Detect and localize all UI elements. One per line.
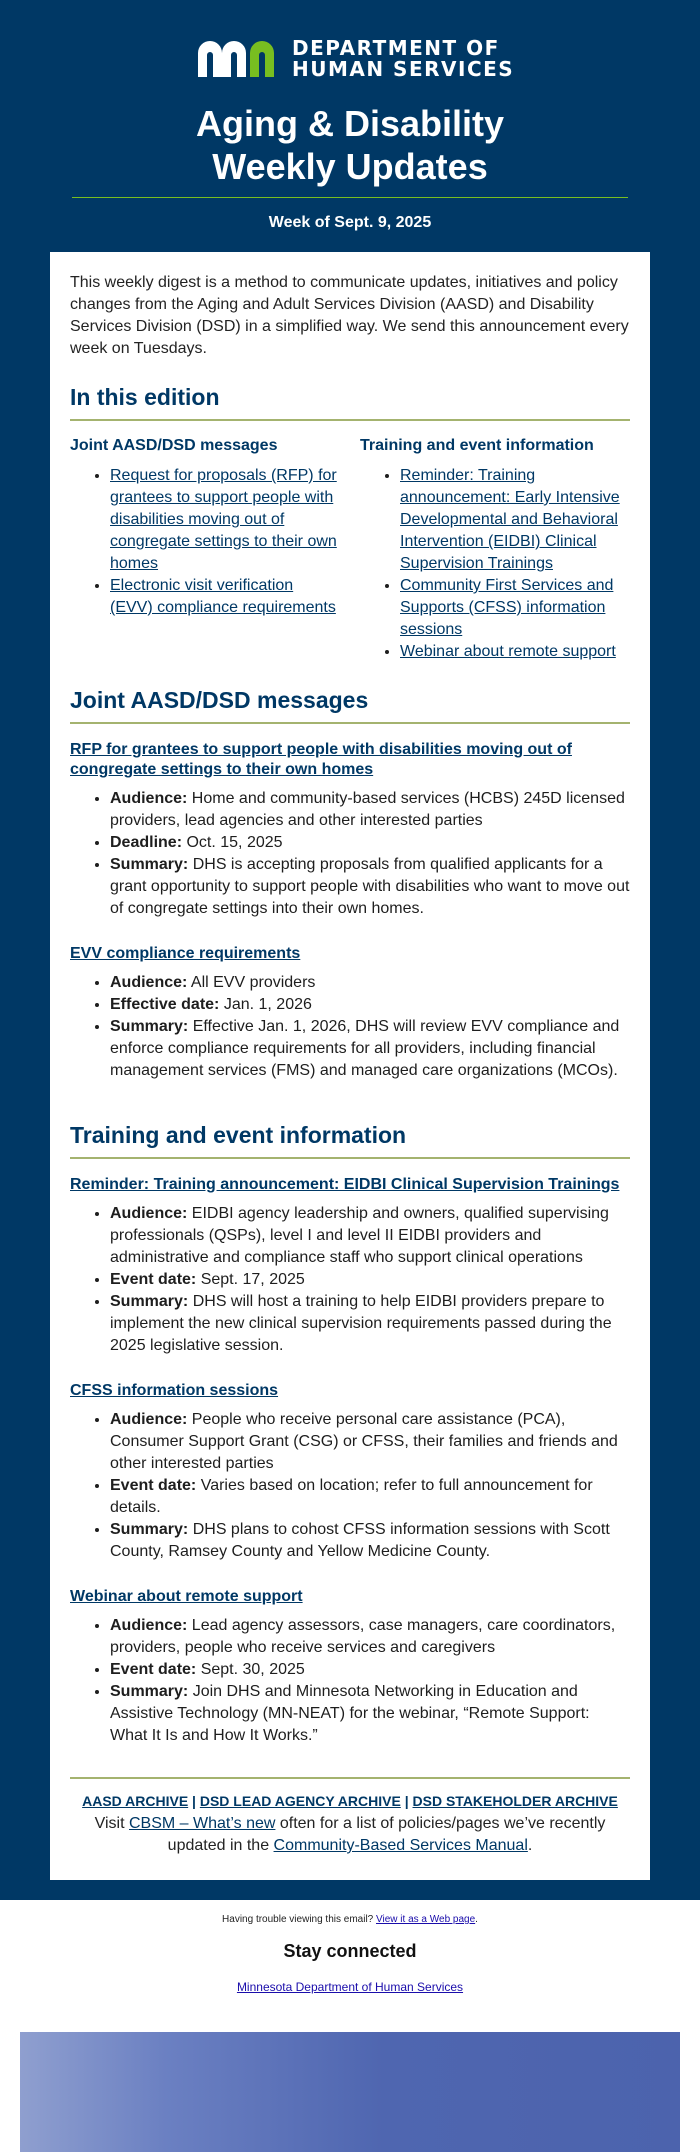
toc-training-list [360,465,630,663]
dsd-lead-agency-archive-link[interactable]: DSD LEAD AGENCY ARCHIVE [199,1793,401,1809]
week-label: Week of Sept. 9, 2025 [268,214,432,231]
cbsm-whats-new-link[interactable]: CBSM – What’s new [129,1815,276,1832]
list-item [110,854,630,920]
content-card [50,252,650,1880]
page-title [0,102,700,188]
list-item [110,832,630,854]
rfp-title-link[interactable]: RFP for grantees to support people with disabilities moving out of congregate settings to their own homes [70,741,572,778]
eidbi-title-link[interactable]: Reminder: Training announcement: EIDBI Clinical Supervision Trainings [70,1176,620,1193]
toc-column-joint [70,437,340,663]
logo-line-1: DEPARTMENT OF [292,36,500,60]
rfp-item [70,740,630,920]
eidbi-details [70,1203,630,1357]
audience-label: Audience: [110,790,188,807]
list-item [110,1659,630,1681]
rfp-details [70,788,630,920]
list-item [110,994,630,1016]
visit-middle: often for a list of policies/pages we’ve recently updated in the [167,1815,606,1854]
title-divider [72,197,628,198]
stay-connected-heading: Stay connected [283,1941,417,1961]
remote-item [70,1587,630,1747]
separator: | [400,1793,413,1809]
mdhs-link[interactable]: Minnesota Department of Human Services [236,1980,464,1994]
cfss-details [70,1409,630,1563]
footer-image-band [20,2032,680,2152]
list-item [110,1291,630,1357]
list-item [110,1519,630,1563]
archive-links [70,1793,630,1809]
audience-value: Home and community-based services (HCBS) 245D licensed providers, lead agencies and other interested parties [110,790,625,829]
list-item [110,1016,630,1082]
visit-prefix: Visit [94,1815,129,1832]
mn-logo-icon [196,39,282,79]
summary-label: Summary: [110,1018,189,1035]
list-item [110,1203,630,1269]
eidbi-item [70,1175,630,1357]
toc-joint-list [70,465,340,619]
event-date-label: Event date: [110,1661,197,1678]
toc-link-remote[interactable]: Webinar about remote support [400,643,616,660]
summary-value: DHS will host a training to help EIDBI providers prepare to implement the new clinical supervision requirements passed during the 2025 legislative session. [110,1293,612,1354]
trouble-viewing-text [0,1914,700,1925]
evv-details [70,972,630,1082]
joint-section-heading: Joint AASD/DSD messages [70,687,630,724]
summary-value: DHS is accepting proposals from qualified applicants for a grant opportunity to support people with disabilities who want to move out of congregate settings into their own homes. [110,856,630,917]
toc-joint-heading: Joint AASD/DSD messages [70,437,278,454]
title-line-2: Weekly Updates [212,146,488,187]
visit-text [70,1813,630,1857]
aasd-archive-link[interactable]: AASD ARCHIVE [82,1793,189,1809]
event-date-label: Event date: [110,1477,197,1494]
summary-label: Summary: [110,1521,189,1538]
event-date-value: Sept. 30, 2025 [200,1661,305,1678]
evv-title-link[interactable]: EVV compliance requirements [70,945,301,962]
event-date-value: Varies based on location; refer to full announcement for details. [110,1477,593,1516]
dhs-logo [196,38,514,80]
effective-value: Jan. 1, 2026 [223,996,312,1013]
audience-value: All EVV providers [190,974,316,991]
visit-suffix: . [527,1837,533,1854]
list-item [110,972,630,994]
audience-value: People who receive personal care assistance (PCA), Consumer Support Grant (CSG) or CFSS, their families and friends and other interested parties [110,1411,618,1472]
summary-value: Join DHS and Minnesota Networking in Education and Assistive Technology (MN-NEAT) for the webinar, “Remote Support: What It Is and How It Works.” [110,1683,590,1744]
summary-label: Summary: [110,856,189,873]
toc-link-cfss[interactable]: Community First Services and Supports (CFSS) information sessions [400,577,614,638]
list-item [400,641,630,663]
toc-link-evv[interactable]: Electronic visit verification (EVV) compliance requirements [110,577,336,616]
separator: | [188,1793,200,1809]
edition-heading: In this edition [70,384,630,421]
evv-item [70,944,630,1082]
toc-link-rfp[interactable]: Request for proposals (RFP) for grantees to support people with disabilities moving out of congregate settings to their own homes [110,467,337,572]
toc-column-training [360,437,630,663]
list-item [110,1615,630,1659]
mdhs-link-wrap [0,1980,700,1994]
cfss-item [70,1381,630,1563]
summary-value: DHS plans to cohost CFSS information sessions with Scott County, Ramsey County and Yellow Medicine County. [110,1521,610,1560]
logo-line-2: HUMAN SERVICES [292,57,515,81]
event-date-value: Sept. 17, 2025 [200,1271,305,1288]
audience-value: EIDBI agency leadership and owners, qualified supervising professionals (QSPs), level I and level II EIDBI providers and administrative and compliance staff who support clinical operations [110,1205,609,1266]
event-date-label: Event date: [110,1271,197,1288]
intro-text: This weekly digest is a method to communicate updates, initiatives and policy changes from the Aging and Adult Services Division (AASD) and Disability Services Division (DSD) in a simplified way. We send this announcement every week on Tuesdays. [70,274,629,357]
toc-link-eidbi[interactable]: Reminder: Training announcement: Early Intensive Developmental and Behavioral Intervention (EIDBI) Clinical Supervision Trainings [400,467,620,572]
dsd-stakeholder-archive-link[interactable]: DSD STAKEHOLDER ARCHIVE [412,1793,618,1809]
audience-label: Audience: [110,1411,188,1428]
summary-value: Effective Jan. 1, 2026, DHS will review EVV compliance and enforce compliance requirements for all providers, including financial management services (FMS) and managed care organizations (MCOs). [110,1018,620,1079]
summary-label: Summary: [110,1293,189,1310]
trouble-suffix: . [475,1914,478,1925]
audience-label: Audience: [110,1617,188,1634]
audience-value: Lead agency assessors, case managers, care coordinators, providers, people who receive services and caregivers [110,1617,616,1656]
list-item [110,1409,630,1475]
list-item [110,1269,630,1291]
toc-training-heading: Training and event information [360,437,594,454]
summary-label: Summary: [110,1683,189,1700]
table-of-contents [70,437,630,663]
list-item [400,465,630,575]
list-item [110,465,340,575]
list-item [110,788,630,832]
trouble-prefix: Having trouble viewing this email? [222,1914,377,1925]
training-section-heading: Training and event information [70,1122,630,1159]
list-item [400,575,630,641]
audience-label: Audience: [110,974,188,991]
footer-divider [70,1777,630,1779]
list-item [110,575,340,619]
web-page-link[interactable]: View it as a Web page [376,1914,476,1925]
list-item [110,1475,630,1519]
effective-label: Effective date: [110,996,220,1013]
deadline-label: Deadline: [110,834,183,851]
logo-text [292,38,514,80]
title-line-1: Aging & Disability [195,103,505,144]
audience-label: Audience: [110,1205,188,1222]
list-item [110,1681,630,1747]
remote-title-link[interactable]: Webinar about remote support [70,1588,303,1605]
deadline-value: Oct. 15, 2025 [186,834,283,851]
remote-details [70,1615,630,1747]
cfss-title-link[interactable]: CFSS information sessions [70,1382,279,1399]
cbsm-manual-link[interactable]: Community-Based Services Manual [273,1837,528,1854]
